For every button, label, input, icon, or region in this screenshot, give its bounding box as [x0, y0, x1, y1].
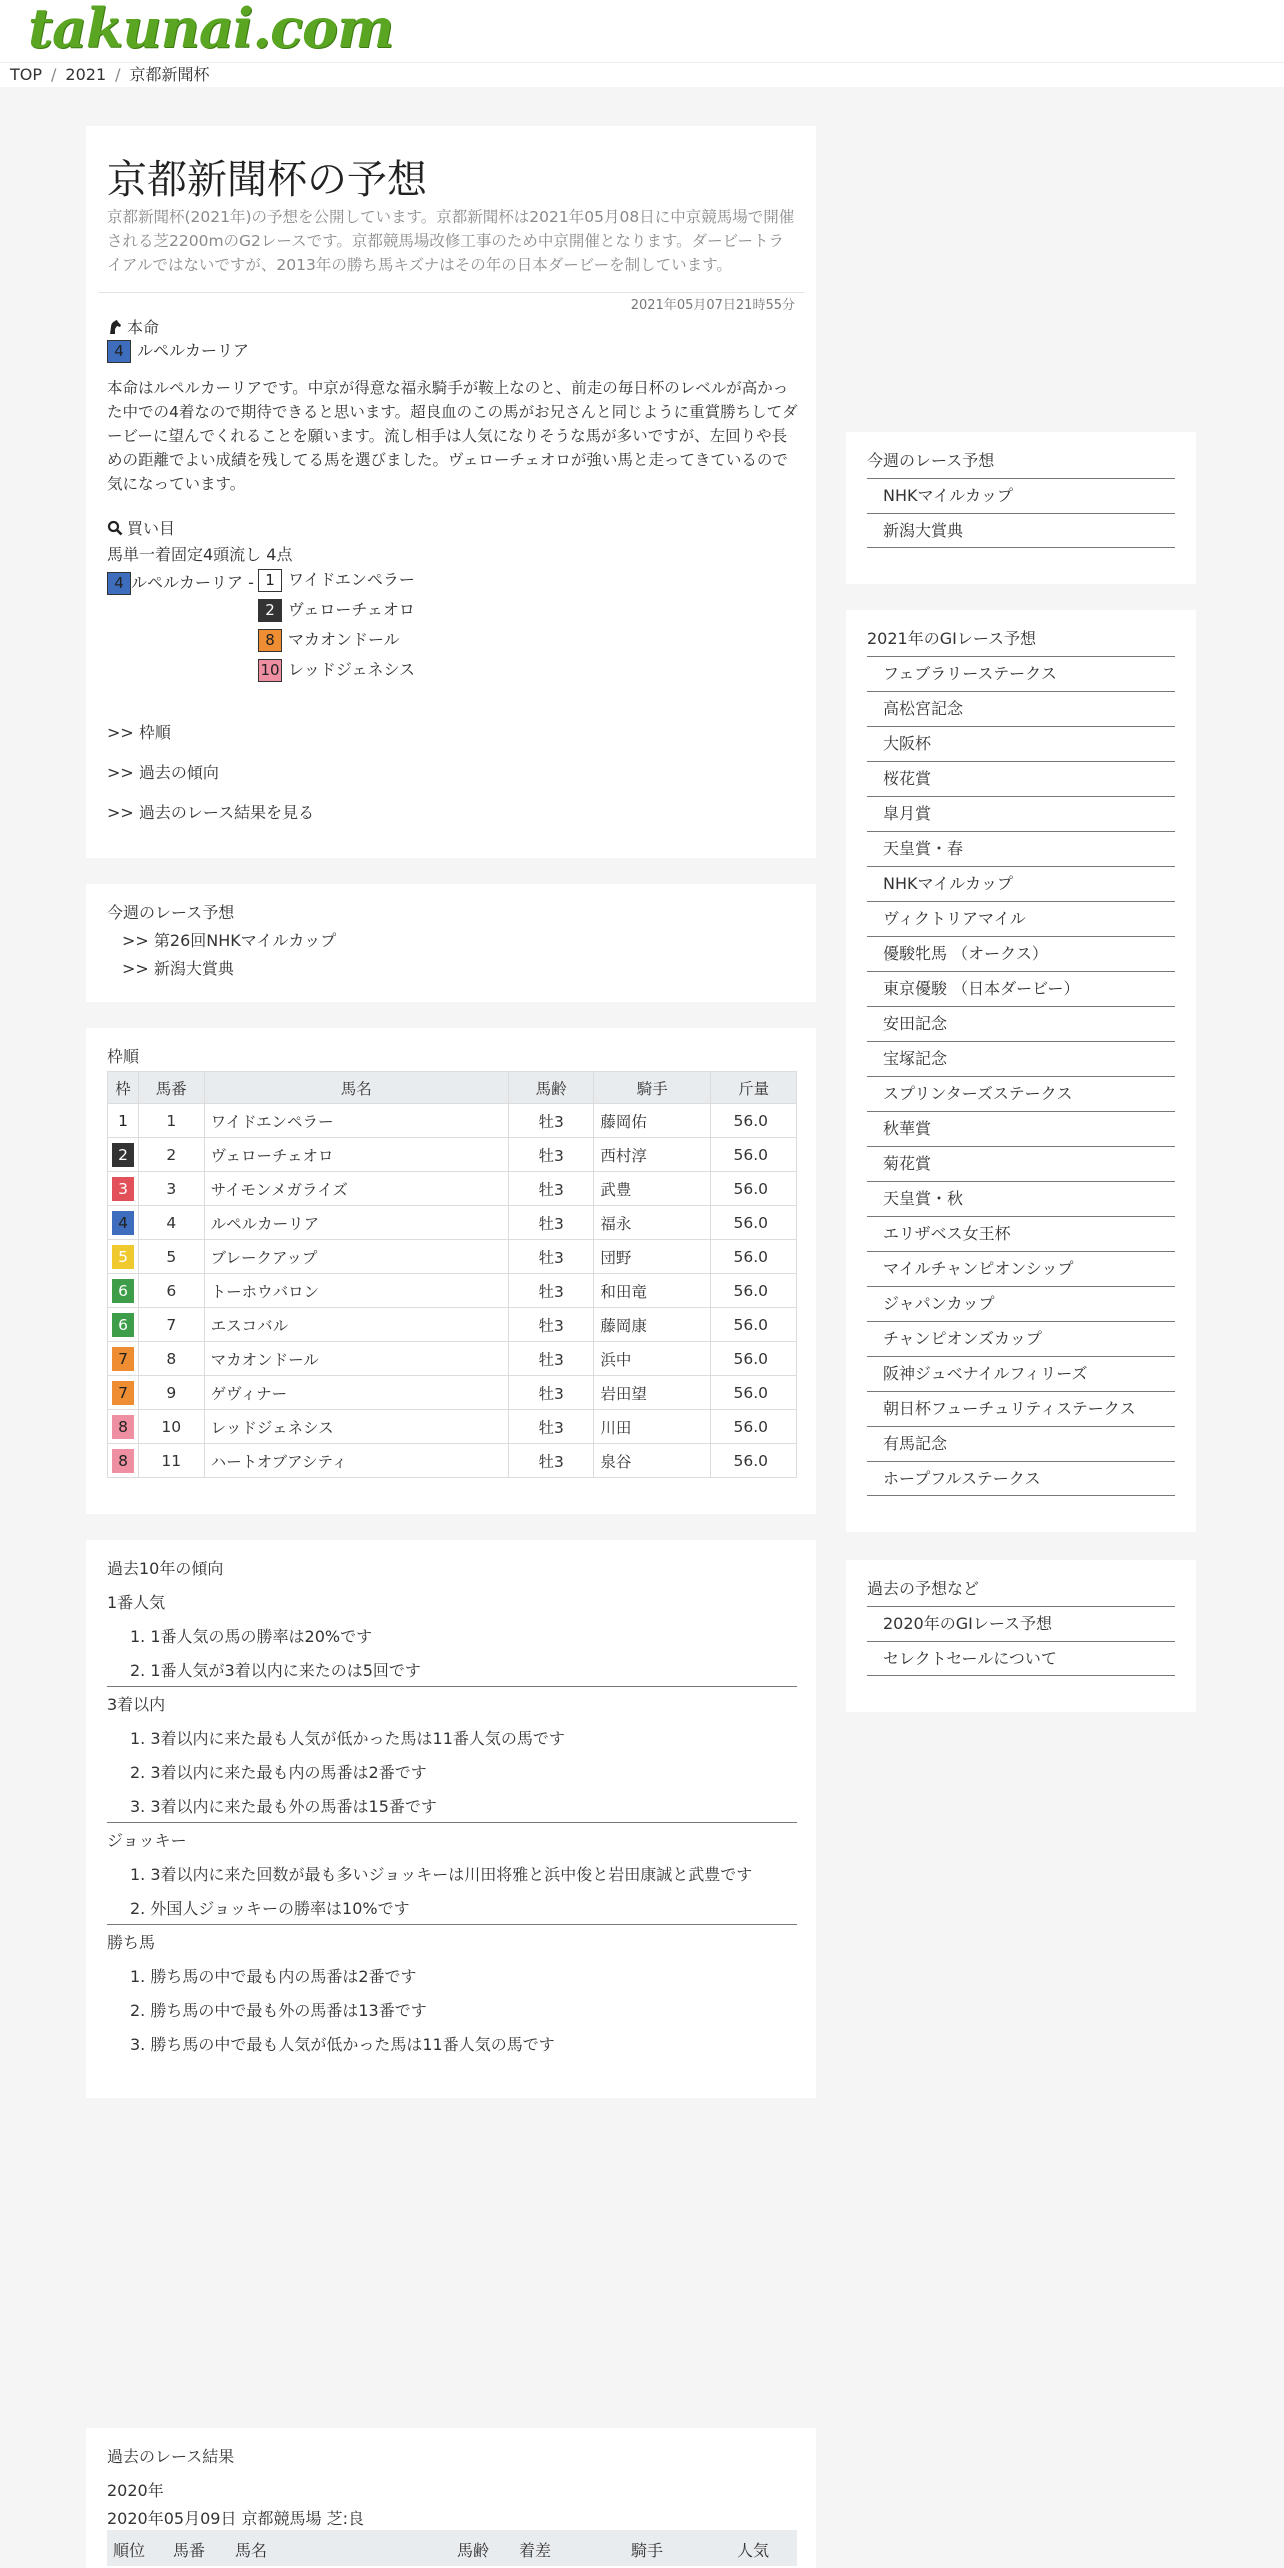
frame-cell [108, 1410, 139, 1444]
prediction-card [86, 126, 816, 858]
jockey-cell: 福永 [594, 1206, 711, 1240]
table-row [108, 1172, 797, 1206]
trend-group-label: 勝ち馬 [107, 1933, 156, 1952]
frame-cell [108, 1240, 139, 1274]
name-cell: ゲヴィナー [204, 1376, 508, 1410]
sidebar-title: 今週のレース予想 [867, 451, 995, 470]
frame-badge: 4 [112, 1211, 134, 1235]
frame-badge: 8 [112, 1449, 134, 1473]
column-header: 馬齢 [509, 1072, 594, 1104]
weight-cell: 56.0 [711, 1138, 797, 1172]
trend-item: 1. 3着以内に来た最も人気が低かった馬は11番人気の馬です [130, 1729, 565, 1748]
sidebar-list [867, 656, 1175, 1496]
weight-cell: 56.0 [711, 1274, 797, 1308]
bet-list [258, 568, 415, 688]
past-results-race: 2020年05月09日 京都競馬場 芝:良 [107, 2509, 365, 2528]
name-cell: マカオンドール [204, 1342, 508, 1376]
publish-date: 2021年05月07日21時55分 [630, 298, 795, 313]
sidebar-item[interactable]: 朝日杯フューチュリティステークス [867, 1391, 1175, 1426]
num-cell: 6 [139, 1274, 205, 1308]
bet-row [258, 568, 415, 598]
divider [107, 1686, 797, 1687]
sidebar-item[interactable]: 菊花賞 [867, 1146, 1175, 1181]
bet-horse-name: マカオンドール [288, 630, 400, 649]
name-cell: ヴェローチェオロ [204, 1138, 508, 1172]
bet-horse-name: ヴェローチェオロ [288, 600, 415, 619]
trend-item: 3. 勝ち馬の中で最も人気が低かった馬は11番人気の馬です [130, 2035, 555, 2054]
sidebar-item[interactable]: 桜花賞 [867, 761, 1175, 796]
weight-cell: 56.0 [711, 1444, 797, 1478]
entries-card [86, 1028, 816, 1514]
frame-cell [108, 1206, 139, 1240]
jockey-cell: 川田 [594, 1410, 711, 1444]
link-trends[interactable]: >> 過去の傾向 [107, 763, 219, 782]
age-cell: 牡3 [509, 1206, 594, 1240]
honmei-label: 本命 [127, 318, 160, 337]
horse-head-icon [107, 319, 123, 335]
num-cell: 5 [139, 1240, 205, 1274]
num-cell: 9 [139, 1376, 205, 1410]
sidebar-item[interactable]: 皐月賞 [867, 796, 1175, 831]
bet-row [258, 628, 415, 658]
breadcrumb-current: 京都新聞杯 [129, 65, 210, 84]
trends-title: 過去10年の傾向 [107, 1559, 224, 1578]
results-table-header [107, 2530, 797, 2566]
column-header: 枠 [108, 1072, 139, 1104]
trend-group-label: 3着以内 [107, 1695, 166, 1714]
num-cell: 1 [139, 1104, 205, 1138]
bet-horse-name: ワイドエンペラー [288, 570, 415, 589]
sidebar-g1-card [846, 610, 1196, 1532]
table-row [108, 1410, 797, 1444]
sidebar-item[interactable]: 安田記念 [867, 1006, 1175, 1041]
trends-card [86, 1540, 816, 2098]
sidebar-item[interactable]: フェブラリーステークス [867, 656, 1175, 691]
entries-title: 枠順 [107, 1047, 140, 1066]
column-header: 着差 [519, 2541, 552, 2560]
past-results-title: 過去のレース結果 [107, 2447, 235, 2466]
sidebar-item[interactable]: 宝塚記念 [867, 1041, 1175, 1076]
column-header: 馬番 [173, 2541, 206, 2560]
num-cell: 7 [139, 1308, 205, 1342]
frame-cell [108, 1444, 139, 1478]
name-cell: サイモンメガライズ [204, 1172, 508, 1206]
sidebar-past-card [846, 1560, 1196, 1712]
page-title: 京都新聞杯の予想 [107, 157, 427, 203]
search-icon [107, 520, 123, 536]
honmei-heading [107, 315, 159, 338]
name-cell: トーホウバロン [204, 1274, 508, 1308]
frame-badge: 3 [112, 1177, 134, 1201]
sidebar-item[interactable]: 天皇賞・春 [867, 831, 1175, 866]
divider [98, 292, 804, 293]
frame-badge: 4 [107, 340, 131, 363]
bet-axis-name: ルペルカーリア - [131, 573, 254, 592]
frame-badge: 8 [112, 1415, 134, 1439]
table-row [108, 1240, 797, 1274]
frame-badge: 1 [112, 1109, 134, 1133]
bet-horse-name: レッドジェネシス [288, 660, 416, 679]
jockey-cell: 岩田望 [594, 1376, 711, 1410]
bet-row [258, 658, 415, 688]
num-cell: 3 [139, 1172, 205, 1206]
trend-item: 2. 3着以内に来た最も内の馬番は2番です [130, 1763, 427, 1782]
frame-badge: 10 [258, 659, 282, 682]
divider [107, 1924, 797, 1925]
column-header: 順位 [113, 2541, 146, 2560]
jockey-cell: 武豊 [594, 1172, 711, 1206]
jockey-cell: 和田竜 [594, 1274, 711, 1308]
sidebar-item[interactable]: 2020年のGⅠレース予想 [867, 1606, 1175, 1641]
breadcrumb [0, 62, 1284, 87]
jockey-cell: 西村淳 [594, 1138, 711, 1172]
table-row [108, 1308, 797, 1342]
entries-table [107, 1071, 797, 1478]
breadcrumb-separator: / [51, 65, 57, 84]
column-header: 馬番 [139, 1072, 205, 1104]
frame-badge: 2 [258, 599, 282, 622]
sidebar-list [867, 478, 1175, 548]
bet-axis [107, 570, 254, 595]
num-cell: 2 [139, 1138, 205, 1172]
past-results-year: 2020年 [107, 2481, 164, 2500]
table-row [108, 1376, 797, 1410]
bet-row [258, 598, 415, 628]
name-cell: ハートオブアシティ [204, 1444, 508, 1478]
weekly-races-card [86, 884, 816, 1002]
sidebar-title: 過去の予想など [867, 1579, 980, 1598]
column-header: 馬齢 [457, 2541, 490, 2560]
frame-cell [108, 1342, 139, 1376]
column-header: 斤量 [711, 1072, 797, 1104]
sidebar-item[interactable]: 有馬記念 [867, 1426, 1175, 1461]
num-cell: 10 [139, 1410, 205, 1444]
sidebar-item[interactable]: NHKマイルカップ [867, 478, 1175, 513]
trend-item: 2. 勝ち馬の中で最も外の馬番は13番です [130, 2001, 427, 2020]
frame-cell [108, 1138, 139, 1172]
frame-badge: 2 [112, 1143, 134, 1167]
sidebar-item[interactable]: 高松宮記念 [867, 691, 1175, 726]
table-row [108, 1342, 797, 1376]
prediction-body: 本命はルペルカーリアです。中京が得意な福永騎手が鞍上なのと、前走の毎日杯のレベルが高かった中での4着なので期待できると思います。超良血のこの馬がお兄さんと同じように重賞勝ちしてダービーに望んでくれることを願います。流し相手は人気になりそうな馬が多いですが、左回りや長めの距離でよい成績を残してる馬を選びました。ヴェローチェオロが強い馬と走ってきているので気になっています。 [107, 379, 798, 493]
age-cell: 牡3 [509, 1172, 594, 1206]
frame-badge: 7 [112, 1347, 134, 1371]
frame-badge: 8 [258, 629, 282, 652]
jockey-cell: 団野 [594, 1240, 711, 1274]
column-header: 人気 [737, 2541, 770, 2560]
sidebar-item[interactable]: ヴィクトリアマイル [867, 901, 1175, 936]
sidebar-item[interactable]: 東京優駿 （日本ダービー） [867, 971, 1175, 1006]
trend-item: 1. 1番人気の馬の勝率は20%です [130, 1627, 373, 1646]
sidebar-title: 2021年のGⅠレース予想 [867, 629, 1037, 648]
column-header: 騎手 [594, 1072, 711, 1104]
age-cell: 牡3 [509, 1138, 594, 1172]
weight-cell: 56.0 [711, 1376, 797, 1410]
sidebar-item[interactable]: NHKマイルカップ [867, 866, 1175, 901]
trend-item: 1. 勝ち馬の中で最も内の馬番は2番です [130, 1967, 417, 1986]
link-entries[interactable]: >> 枠順 [107, 723, 171, 742]
age-cell: 牡3 [509, 1444, 594, 1478]
sidebar-item[interactable]: ホープフルステークス [867, 1461, 1175, 1496]
sidebar-item[interactable]: 大阪杯 [867, 726, 1175, 761]
num-cell: 4 [139, 1206, 205, 1240]
site-logo[interactable]: takunai.com [28, 0, 394, 60]
column-header: 馬名 [235, 2541, 268, 2560]
trend-item: 2. 1番人気が3着以内に来たのは5回です [130, 1661, 421, 1680]
table-header-row [108, 1072, 797, 1104]
frame-badge: 5 [112, 1245, 134, 1269]
honmei-horse-name: ルペルカーリア [137, 341, 250, 360]
name-cell: ルペルカーリア [204, 1206, 508, 1240]
frame-badge: 6 [112, 1279, 134, 1303]
sidebar-item[interactable]: スプリンターズステークス [867, 1076, 1175, 1111]
name-cell: ワイドエンペラー [204, 1104, 508, 1138]
sidebar-item[interactable]: 秋華賞 [867, 1111, 1175, 1146]
num-cell: 11 [139, 1444, 205, 1478]
frame-cell [108, 1172, 139, 1206]
weight-cell: 56.0 [711, 1342, 797, 1376]
table-row [108, 1138, 797, 1172]
sidebar-item[interactable]: セレクトセールについて [867, 1641, 1175, 1676]
jockey-cell: 藤岡康 [594, 1308, 711, 1342]
table-row [108, 1274, 797, 1308]
frame-badge: 1 [258, 569, 282, 592]
table-row [108, 1444, 797, 1478]
sidebar-item[interactable]: マイルチャンピオンシップ [867, 1251, 1175, 1286]
sidebar-list [867, 1606, 1175, 1676]
past-results-card [86, 2428, 816, 2568]
sidebar-item[interactable]: 天皇賞・秋 [867, 1181, 1175, 1216]
breadcrumb-top[interactable]: TOP [10, 65, 43, 84]
table-row [108, 1104, 797, 1138]
column-header: 馬名 [204, 1072, 508, 1104]
bet-type: 馬単一着固定4頭流し 4点 [107, 545, 293, 564]
sidebar-item[interactable]: チャンピオンズカップ [867, 1321, 1175, 1356]
name-cell: レッドジェネシス [204, 1410, 508, 1444]
bet-heading [107, 516, 175, 539]
site-header [0, 0, 1284, 62]
weight-cell: 56.0 [711, 1308, 797, 1342]
weight-cell: 56.0 [711, 1172, 797, 1206]
breadcrumb-year[interactable]: 2021 [65, 65, 107, 84]
frame-badge: 4 [107, 572, 131, 595]
frame-badge: 6 [112, 1313, 134, 1337]
age-cell: 牡3 [509, 1342, 594, 1376]
trend-group-label: ジョッキー [107, 1831, 187, 1850]
breadcrumb-separator: / [115, 65, 121, 84]
link-past-results[interactable]: >> 過去のレース結果を見る [107, 803, 315, 822]
weight-cell: 56.0 [711, 1104, 797, 1138]
trend-item: 2. 外国人ジョッキーの勝率は10%です [130, 1899, 410, 1918]
frame-cell [108, 1104, 139, 1138]
age-cell: 牡3 [509, 1376, 594, 1410]
jockey-cell: 泉谷 [594, 1444, 711, 1478]
age-cell: 牡3 [509, 1308, 594, 1342]
age-cell: 牡3 [509, 1240, 594, 1274]
age-cell: 牡3 [509, 1410, 594, 1444]
jockey-cell: 浜中 [594, 1342, 711, 1376]
weight-cell: 56.0 [711, 1410, 797, 1444]
sidebar-item[interactable]: エリザベス女王杯 [867, 1216, 1175, 1251]
jockey-cell: 藤岡佑 [594, 1104, 711, 1138]
name-cell: ブレークアップ [204, 1240, 508, 1274]
num-cell: 8 [139, 1342, 205, 1376]
age-cell: 牡3 [509, 1274, 594, 1308]
age-cell: 牡3 [509, 1104, 594, 1138]
frame-cell [108, 1274, 139, 1308]
frame-cell [108, 1376, 139, 1410]
column-header: 騎手 [631, 2541, 664, 2560]
weekly-race-link[interactable]: >> 第26回NHKマイルカップ [122, 931, 337, 950]
frame-badge: 7 [112, 1381, 134, 1405]
trend-item: 3. 3着以内に来た最も外の馬番は15番です [130, 1797, 437, 1816]
frame-cell [108, 1308, 139, 1342]
sidebar-weekly-card [846, 432, 1196, 584]
sidebar-item[interactable]: 阪神ジュベナイルフィリーズ [867, 1356, 1175, 1391]
honmei-pick [107, 338, 249, 363]
divider [107, 1822, 797, 1823]
sidebar-item[interactable]: 優駿牝馬 （オークス） [867, 936, 1175, 971]
weight-cell: 56.0 [711, 1240, 797, 1274]
trend-item: 1. 3着以内に来た回数が最も多いジョッキーは川田将雅と浜中俊と岩田康誠と武豊です [130, 1865, 753, 1884]
weekly-race-link[interactable]: >> 新潟大賞典 [122, 959, 234, 978]
bet-label: 買い目 [127, 519, 176, 538]
weight-cell: 56.0 [711, 1206, 797, 1240]
page-lead: 京都新聞杯(2021年)の予想を公開しています。京都新聞杯は2021年05月08日に中京競馬場で開催される芝2200mのG2レースです。京都競馬場改修工事のため中京開催となります。ダービートライアルではないですが、2013年の勝ち馬キズナはその年の日本ダービーを制しています。 [107, 208, 795, 274]
sidebar-item[interactable]: 新潟大賞典 [867, 513, 1175, 548]
name-cell: エスコバル [204, 1308, 508, 1342]
sidebar-item[interactable]: ジャパンカップ [867, 1286, 1175, 1321]
trend-group-label: 1番人気 [107, 1593, 166, 1612]
table-row [108, 1206, 797, 1240]
weekly-races-title: 今週のレース予想 [107, 903, 235, 922]
